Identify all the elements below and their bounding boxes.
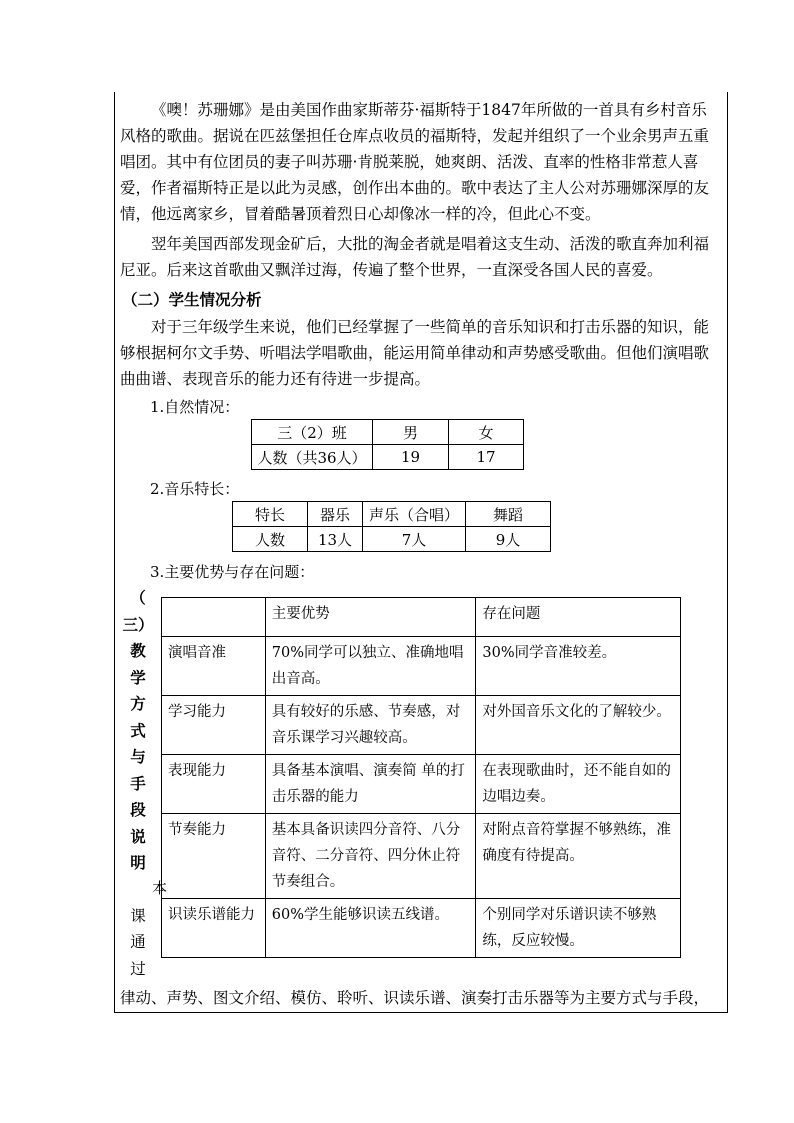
table-cell: 7人 xyxy=(363,527,466,552)
table-cell: 19 xyxy=(373,445,449,470)
table-row xyxy=(162,637,681,696)
table-cell: 基本具备识读四分音符、八分音符、二分音符、四分休止符节奏组合。 xyxy=(265,814,476,899)
student-analysis-paragraph: 对于三年级学生来说，他们已经掌握了一些简单的音乐知识和打击乐器的知识，能够根据柯尔文手势、听唱法学唱歌曲，能运用简单律动和声势感受歌曲。但他们演唱歌曲曲谱、表现音乐的能力还有待进一步提高。 xyxy=(120,318,710,388)
table-cell: 具有较好的乐感、节奏感，对音乐课学习兴趣较高。 xyxy=(265,696,476,755)
table-row xyxy=(252,445,524,470)
table-row xyxy=(252,420,524,445)
vertical-char: 段 xyxy=(130,800,146,819)
music-specialty-table xyxy=(232,501,551,552)
table-row xyxy=(233,502,551,527)
table-header-cell: 特长 xyxy=(233,502,308,527)
table-row xyxy=(162,696,681,755)
table-header-cell: 三（2）班 xyxy=(252,420,373,445)
natural-situation-table xyxy=(251,419,524,470)
table-cell: 9人 xyxy=(466,527,551,552)
vertical-char: 方 xyxy=(130,694,146,713)
subheading-natural-situation: 1.自然情况： xyxy=(150,398,240,416)
vertical-char: 与 xyxy=(130,747,146,766)
table-cell: 对外国音乐文化的了解较少。 xyxy=(476,696,681,755)
table-cell: 70%同学可以独立、准确地唱出音高。 xyxy=(265,637,476,696)
subheading-strengths-problems: 3.主要优势与存在问题： xyxy=(150,563,315,581)
table-cell: 30%同学音准较差。 xyxy=(476,637,681,696)
vertical-char: 三） xyxy=(122,614,154,634)
table-cell: 识读乐谱能力 xyxy=(162,899,266,958)
vertical-char: 通 xyxy=(130,933,146,951)
vertical-char: 式 xyxy=(130,720,146,740)
intro-paragraph-2: 翌年美国西部发现金矿后，大批的淘金者就是唱着这支生动、活泼的歌直奔加利福尼亚。后来这首歌曲又飘洋过海，传遍了整个世界，一直深受各国人民的喜爱。 xyxy=(120,235,710,279)
section3-vertical-heading xyxy=(118,585,158,982)
table-cell: 演唱音准 xyxy=(162,637,266,696)
table-row xyxy=(162,814,681,899)
vertical-char: 课 xyxy=(130,906,146,925)
table-cell: 13人 xyxy=(308,527,363,552)
table-header-cell: 主要优势 xyxy=(265,598,476,637)
table-cell: 60%学生能够识读五线谱。 xyxy=(265,899,476,958)
closing-line: 律动、声势、图文介绍、模仿、聆听、识读乐谱、演奏打击乐器等为主要方式与手段， xyxy=(120,989,710,1007)
table-cell: 学习能力 xyxy=(162,696,266,755)
vertical-char: 教 xyxy=(130,641,146,660)
vertical-char: 学 xyxy=(130,667,146,687)
table-cell: 节奏能力 xyxy=(162,814,266,899)
table-cell: 对附点音符掌握不够熟练，准确度有待提高。 xyxy=(476,814,681,899)
table-row xyxy=(162,598,681,637)
vertical-char: （ xyxy=(130,588,146,607)
table-cell: 17 xyxy=(449,445,524,470)
intro-paragraph-1: 《噢！苏珊娜》是由美国作曲家斯蒂芬·福斯特于1847年所做的一首具有乡村音乐风格的歌曲。据说在匹兹堡担任仓库点收员的福斯特，发起并组织了一个业余男声五重唱团。其中有位团员的妻子叫苏珊·肯脱莱脱，她爽朗、活泼、直率的性格非常惹人喜爱，作者福斯特正是以此为灵感，创作出本曲的。歌中表达了主人公对苏珊娜深厚的友情，他远离家乡，冒着酷暑顶着烈日心却像冰一样的冷，但此心不变。 xyxy=(120,101,710,223)
table-row xyxy=(162,899,681,958)
table-cell: 在表现歌曲时，还不能自如的边唱边奏。 xyxy=(476,755,681,814)
section-heading-student-analysis: （二）学生情况分析 xyxy=(122,290,262,309)
strengths-problems-table xyxy=(161,597,681,958)
vertical-char: 说 xyxy=(130,826,146,846)
table-row xyxy=(162,755,681,814)
table-header-cell: 女 xyxy=(449,420,524,445)
table-cell: 表现能力 xyxy=(162,755,266,814)
vertical-char: 明 xyxy=(130,853,146,872)
table-row xyxy=(233,527,551,552)
table-cell: 人数（共36人） xyxy=(252,445,373,470)
overlap-char: 本 xyxy=(152,879,168,897)
table-header-cell: 声乐（合唱） xyxy=(363,502,466,527)
table-header-cell: 男 xyxy=(373,420,449,445)
table-cell: 具备基本演唱、演奏简 单的打击乐器的能力 xyxy=(265,755,476,814)
table-cell: 个别同学对乐谱识读不够熟练，反应较慢。 xyxy=(476,899,681,958)
subheading-music-specialty: 2.音乐特长： xyxy=(150,480,240,498)
table-header-cell: 舞蹈 xyxy=(466,502,551,527)
vertical-char: 手 xyxy=(130,773,146,793)
table-header-cell: 存在问题 xyxy=(476,598,681,637)
table-header-cell: 器乐 xyxy=(308,502,363,527)
table-header-cell xyxy=(162,598,266,637)
vertical-char: 过 xyxy=(130,959,146,978)
table-cell: 人数 xyxy=(233,527,308,552)
